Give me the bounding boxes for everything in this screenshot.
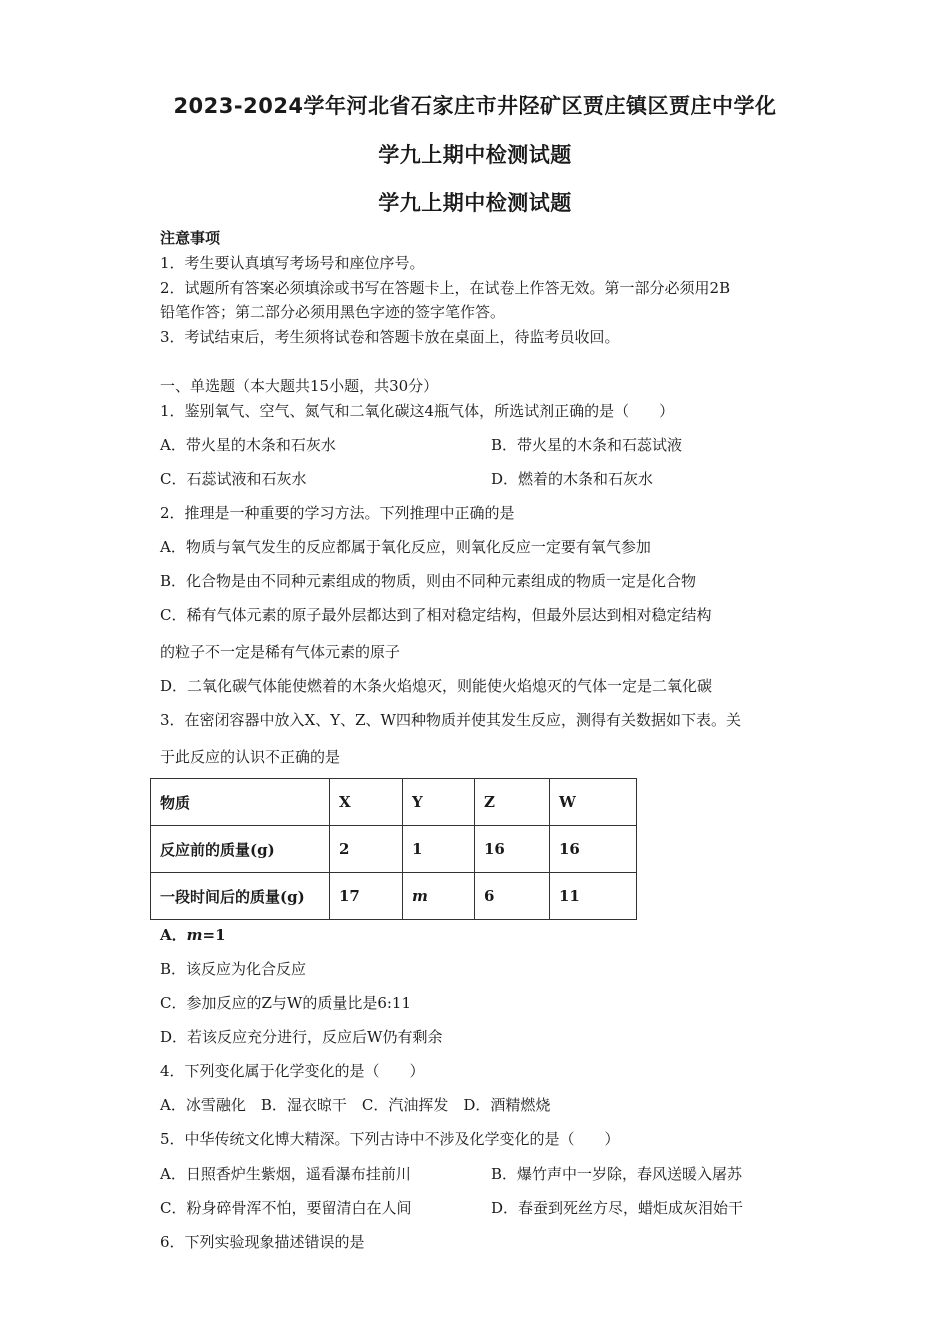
table-cell: 11 (550, 873, 637, 920)
q5-stem: 5．中华传统文化博大精深。下列古诗中不涉及化学变化的是（ ） (160, 1130, 620, 1148)
q3-option-b: B．该反应为化合反应 (160, 960, 307, 978)
page-title-line1: 2023-2024学年河北省石家庄市井陉矿区贾庄镇区贾庄中学化 (173, 94, 777, 118)
table-cell: W (550, 779, 637, 826)
q5-option-b: B．爆竹声中一岁除，春风送暖入屠苏 (491, 1165, 743, 1183)
q2-option-b: B．化合物是由不同种元素组成的物质，则由不同种元素组成的物质一定是化合物 (160, 572, 697, 590)
q3-option-a-prefix: A． (160, 926, 187, 944)
notice-item: 铅笔作答；第二部分必须用黑色字迹的签字笔作答。 (160, 303, 506, 321)
notice-heading: 注意事项 (160, 229, 221, 247)
notice-item: 2．试题所有答案必须填涂或书写在答题卡上，在试卷上作答无效。第一部分必须用2B (160, 279, 731, 297)
q3-option-c: C．参加反应的Z与W的质量比是6:11 (160, 994, 412, 1012)
q6-stem: 6．下列实验现象描述错误的是 (160, 1233, 365, 1251)
q3-option-a (160, 925, 226, 945)
q2-option-d: D．二氧化碳气体能使燃着的木条火焰熄灭，则能使火焰熄灭的气体一定是二氧化碳 (160, 677, 713, 695)
table-row (151, 779, 637, 826)
table-cell: 一段时间后的质量(g) (151, 873, 330, 920)
q3-stem-cont: 于此反应的认识不正确的是 (160, 748, 341, 766)
table-cell: m (403, 873, 475, 920)
table-cell: 1 (403, 826, 475, 873)
q1-option-a: A．带火星的木条和石灰水 (160, 436, 336, 454)
q1-option-c: C．石蕊试液和石灰水 (160, 470, 307, 488)
notice-item: 1．考生要认真填写考场号和座位序号。 (160, 254, 425, 272)
table-cell: Z (475, 779, 550, 826)
q3-option-d: D．若该反应充分进行，反应后W仍有剩余 (160, 1028, 443, 1046)
table-cell: 16 (475, 826, 550, 873)
q3-data-table (150, 778, 637, 920)
table-cell: 6 (475, 873, 550, 920)
page-title-line3: 学九上期中检测试题 (378, 191, 572, 215)
section-heading: 一、单选题（本大题共15小题，共30分） (160, 377, 439, 395)
table-cell: Y (403, 779, 475, 826)
q5-option-c: C．粉身碎骨浑不怕，要留清白在人间 (160, 1199, 412, 1217)
notice-item: 3．考试结束后，考生须将试卷和答题卡放在桌面上，待监考员收回。 (160, 328, 620, 346)
table-cell: 17 (330, 873, 403, 920)
q1-option-b: B．带火星的木条和石蕊试液 (491, 436, 683, 454)
q1-stem: 1．鉴别氧气、空气、氮气和二氧化碳这4瓶气体，所选试剂正确的是（ ） (160, 402, 675, 420)
table-row (151, 826, 637, 873)
q4-stem: 4．下列变化属于化学变化的是（ ） (160, 1062, 425, 1080)
q3-option-a-var: m (186, 926, 203, 944)
q5-option-d: D．春蚕到死丝方尽，蜡炬成灰泪始干 (491, 1199, 744, 1217)
q3-option-a-rest: =1 (202, 926, 226, 944)
q2-option-c-cont: 的粒子不一定是稀有气体元素的原子 (160, 643, 401, 661)
q4-options: A．冰雪融化 B．湿衣晾干 C．汽油挥发 D．酒精燃烧 (160, 1096, 551, 1114)
q2-stem: 2．推理是一种重要的学习方法。下列推理中正确的是 (160, 504, 515, 522)
q3-stem: 3．在密闭容器中放入X、Y、Z、W四种物质并使其发生反应，测得有关数据如下表。关 (160, 711, 741, 729)
table-cell: 物质 (151, 779, 330, 826)
q2-option-c: C．稀有气体元素的原子最外层都达到了相对稳定结构，但最外层达到相对稳定结构 (160, 606, 712, 624)
table-row (151, 873, 637, 920)
page-title-line2: 学九上期中检测试题 (378, 143, 572, 167)
table-cell: 2 (330, 826, 403, 873)
q1-option-d: D．燃着的木条和石灰水 (491, 470, 654, 488)
table-cell: X (330, 779, 403, 826)
table-cell: 16 (550, 826, 637, 873)
q5-option-a: A．日照香炉生紫烟，遥看瀑布挂前川 (160, 1165, 411, 1183)
q2-option-a: A．物质与氧气发生的反应都属于氧化反应，则氧化反应一定要有氧气参加 (160, 538, 651, 556)
table-cell: 反应前的质量(g) (151, 826, 330, 873)
